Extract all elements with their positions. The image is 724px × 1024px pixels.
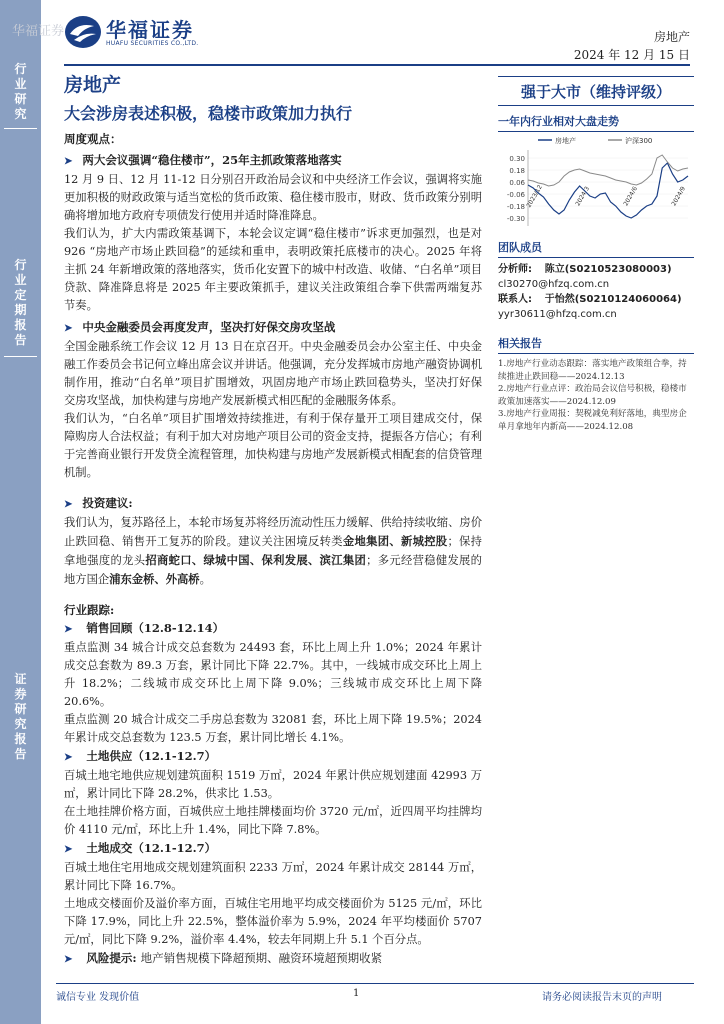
paragraph: 百城土地宅地供应规划建筑面积 1519 万㎡，2024 年累计供应规划建面 42993 万㎡，累计同比下降 28.2%，供求比 1.53。 bbox=[64, 769, 482, 800]
sidebar-char: 行 bbox=[14, 62, 27, 76]
arrow-bullet-icon: ➤ bbox=[64, 844, 73, 855]
paragraph: 重点监测 34 城合计成交总套数为 24493 套，环比上周上升 1.0%；2024 年累计成交总套数为 89.3 万套，累计同比下降 22.7%。其中，一线城市成交环比上周上升 18.2%；二线城市成交环比上周下降 9.0%；三线城市成交环比上周下降 20.6%。 bbox=[64, 641, 482, 708]
sidebar-char: 报 bbox=[14, 318, 27, 332]
investment-paragraph bbox=[64, 514, 482, 589]
header-date: 2024 年 12 月 15 日 bbox=[573, 48, 690, 62]
arrow-bullet-icon: ➤ bbox=[64, 752, 73, 763]
paragraph: 土地成交楼面价及溢价率方面，百城住宅用地平均成交楼面价为 5125 元/㎡，环比下降 17.9%，同比上升 22.5%，整体溢价率为 5.9%，2024 年平均楼面价 5707 元/㎡，同比下降 9.2%，溢价率 4.4%，较去年同期上升 5.1 个百分点。 bbox=[64, 897, 482, 946]
legend-label: 沪深300 bbox=[625, 137, 653, 145]
header-divider bbox=[64, 64, 690, 66]
arrow-bullet-icon: ➤ bbox=[64, 499, 73, 510]
sidebar-char: 研 bbox=[14, 702, 27, 716]
sidebar-char: 券 bbox=[14, 687, 27, 701]
subheading-sales bbox=[64, 619, 482, 639]
footer-divider bbox=[56, 983, 694, 984]
section-heading-text: 投资建议: bbox=[82, 496, 133, 510]
watermark: 华福证券 bbox=[12, 24, 65, 39]
risk-text: 地产销售规模下降超预期、融资环境超预期收紧 bbox=[140, 951, 383, 965]
series-line-real-estate bbox=[528, 163, 688, 218]
paragraph: 我们认为，扩大内需政策基调下，本轮会议定调“稳住楼市”诉求更加强烈，也是对 926 “房地产市场止跌回稳”的延续和重申，表明政策托底楼市的决心。2025 年将主抓 24 年新增政策的落地落实，货币化安置下的城中村改造、收储、“白名单”项目贷款、降准降息将是 2025 年主要政策抓手，建议关注政策组合拳下供需两端复苏节奏。 bbox=[64, 227, 482, 312]
contact-row bbox=[498, 292, 694, 307]
contact-label: 联系人: bbox=[498, 294, 532, 305]
section-heading-finance-committee bbox=[64, 318, 482, 338]
x-tick-label: 2023/12 bbox=[525, 183, 544, 209]
series-line-csi300 bbox=[528, 155, 688, 186]
paragraph-text: ；多元经营稳健发展的地方国企 bbox=[64, 554, 482, 586]
subheading-text: 土地成交（12.1-12.7） bbox=[86, 841, 217, 855]
company-logo bbox=[64, 14, 254, 54]
analyst-row bbox=[498, 262, 694, 277]
sidebar-label-periodic-report bbox=[0, 258, 41, 348]
arrow-bullet-icon: ➤ bbox=[64, 156, 73, 167]
paragraph-text: 。 bbox=[199, 573, 211, 586]
y-tick-label: 0.30 bbox=[509, 155, 525, 163]
paragraph: 全国金融系统工作会议 12 月 13 日在京召开。中央金融委员会办公室主任、中央金融工作委员会书记何立峰出席会议并讲话。他强调，充分发挥城市房地产融资协调机制作用，推动“白名单”项目扩围增效，巩固房地产市场止跌回稳势头，坚决打好保交房攻坚战，加快构建与房地产发展新模式相匹配的金融服务体系。 bbox=[64, 340, 482, 407]
related-report-item[interactable]: 2.房地产行业点评：政治局会议信号积极，稳楼市政策加速落实——2024.12.09 bbox=[498, 384, 687, 407]
section-heading-meetings bbox=[64, 151, 482, 171]
x-tick-label: 2024/9 bbox=[670, 185, 688, 208]
contact-name: 于怡然(S0210124060064) bbox=[544, 294, 682, 305]
logo-english-name: HUAFU SECURITIES CO.,LTD. bbox=[106, 40, 199, 47]
paragraph: 我们认为，“白名单”项目扩围增效持续推进，有利于保存量开工项目建成交付，保障购房人合法权益；有利于加大对房地产项目公司的资金支持，提振各方信心；有利于完善商业银行开发贷全流程管理，加快构建与房地产发展新模式相配套的信贷管理机制。 bbox=[64, 412, 482, 479]
sidebar-char: 究 bbox=[14, 717, 27, 731]
y-tick-label: -0.06 bbox=[506, 191, 525, 199]
y-tick-label: 0.18 bbox=[509, 167, 525, 175]
right-column bbox=[498, 72, 694, 433]
subheading-land-deals bbox=[64, 839, 482, 859]
footer-disclaimer: 请务必阅读报告末页的声明 bbox=[542, 992, 662, 1003]
sidebar-label-securities-report bbox=[0, 672, 41, 762]
section-heading-text: 中央金融委员会再度发声，坚决打好保交房攻坚战 bbox=[82, 320, 336, 334]
report-title: 大会涉房表述积极，稳楼市政策加力执行 bbox=[64, 104, 353, 123]
left-sidebar bbox=[0, 0, 41, 1024]
footer-slogan: 诚信专业 发现价值 bbox=[56, 992, 140, 1003]
paragraph-text: 我们认为，复苏路径上，本轮市场复苏将经历流动性压力缓解、供给持续收缩、房价止跌回稳、销售开工复苏的阶段。建议关注困境反转类 bbox=[64, 516, 482, 548]
relative-performance-chart bbox=[498, 134, 694, 234]
x-tick-label: 2024/6 bbox=[622, 185, 640, 208]
contact-email: yyr30611@hfzq.com.cn bbox=[498, 309, 617, 320]
arrow-bullet-icon: ➤ bbox=[64, 954, 73, 965]
industry-tracking-label: 行业跟踪: bbox=[64, 603, 115, 617]
y-tick-label: 0.06 bbox=[509, 179, 525, 187]
highlight-stocks: 金地集团、新城控股 bbox=[342, 534, 448, 548]
sidebar-char: 业 bbox=[14, 273, 27, 287]
chart-title: 一年内行业相对大盘走势 bbox=[498, 114, 694, 132]
related-report-item[interactable]: 3.房地产行业周报：契税减免利好落地，典型房企单月拿地年内新高——2024.12.08 bbox=[498, 409, 687, 432]
sidebar-char: 告 bbox=[14, 333, 27, 347]
subheading-text: 土地供应（12.1-12.7） bbox=[86, 749, 217, 763]
y-tick-label: -0.30 bbox=[506, 215, 525, 223]
risk-label: 风险提示: bbox=[86, 951, 137, 965]
subheading-land-supply bbox=[64, 747, 482, 767]
header-sector: 房地产 bbox=[653, 30, 690, 44]
sidebar-char: 报 bbox=[14, 732, 27, 746]
subheading-text: 销售回顾（12.8-12.14） bbox=[86, 621, 225, 635]
paragraph: 百城土地住宅用地成交规划建筑面积 2233 万㎡，2024 年累计成交 28144 万㎡，累计同比下降 16.7%。 bbox=[64, 861, 482, 892]
logo-chinese-name: 华福证券 bbox=[106, 18, 194, 42]
paragraph: 在土地挂牌价格方面，百城供应土地挂牌楼面均价 3720 元/㎡，近四周平均挂牌均价 4110 元/㎡，环比上升 1.4%，同比下降 7.8%。 bbox=[64, 805, 482, 836]
paragraph: 重点监测 20 城合计成交二手房总套数为 32081 套，环比上周下降 19.5%；2024 年累计成交总套数为 123.5 万套，累计同比增长 4.1%。 bbox=[64, 713, 482, 744]
related-report-item[interactable]: 1.房地产行业动态跟踪：落实地产政策组合拳，持续推进止跌回稳——2024.12.13 bbox=[498, 359, 687, 382]
sidebar-divider bbox=[4, 356, 37, 357]
x-tick-label: 2024/3 bbox=[574, 185, 592, 208]
report-sector-title: 房地产 bbox=[64, 74, 122, 96]
sidebar-char: 告 bbox=[14, 747, 27, 761]
highlight-stocks: 浦东金桥、外高桥 bbox=[109, 572, 200, 586]
analyst-name: 陈立(S0210523080003) bbox=[544, 264, 672, 275]
weekly-view-label: 周度观点： bbox=[64, 132, 122, 146]
sidebar-char: 行 bbox=[14, 258, 27, 272]
legend-label: 房地产 bbox=[555, 137, 576, 145]
sidebar-char: 证 bbox=[14, 672, 27, 686]
sidebar-char: 定 bbox=[14, 288, 27, 302]
related-reports-list bbox=[498, 358, 694, 433]
arrow-bullet-icon: ➤ bbox=[64, 624, 73, 635]
section-heading-text: 两大会议强调“稳住楼市”，25年主抓政策落地落实 bbox=[82, 153, 342, 167]
sidebar-char: 研 bbox=[14, 92, 27, 106]
arrow-bullet-icon: ➤ bbox=[64, 323, 73, 334]
sidebar-divider bbox=[4, 128, 37, 129]
analyst-email: cl30270@hfzq.com.cn bbox=[498, 279, 610, 290]
sidebar-label-industry-research bbox=[0, 62, 41, 122]
team-title: 团队成员 bbox=[498, 240, 694, 258]
logo-emblem-icon bbox=[64, 14, 102, 50]
main-content bbox=[64, 72, 482, 969]
sidebar-char: 期 bbox=[14, 303, 27, 317]
related-reports-title: 相关报告 bbox=[498, 336, 694, 354]
page-number: 1 bbox=[353, 988, 360, 999]
section-heading-investment bbox=[64, 494, 482, 514]
y-tick-label: -0.18 bbox=[506, 203, 525, 211]
paragraph: 12 月 9 日、12 月 11-12 日分别召开政治局会议和中央经济工作会议，强调将实施更加积极的财政政策与适当宽松的货币政策、稳住楼市股市，财政、货币政策分别明确将增加地方政府专项债发行使用并适时降准降息。 bbox=[64, 173, 482, 222]
paragraph-text: ；保持拿地强度的龙头 bbox=[64, 535, 482, 567]
team-members bbox=[498, 262, 694, 322]
sidebar-char: 究 bbox=[14, 107, 27, 121]
highlight-stocks: 招商蛇口、绿城中国、保利发展、滨江集团 bbox=[145, 553, 367, 567]
analyst-label: 分析师: bbox=[498, 264, 532, 275]
risk-warning bbox=[64, 949, 482, 969]
sidebar-char: 业 bbox=[14, 77, 27, 91]
rating-box: 强于大市（维持评级） bbox=[498, 76, 694, 106]
